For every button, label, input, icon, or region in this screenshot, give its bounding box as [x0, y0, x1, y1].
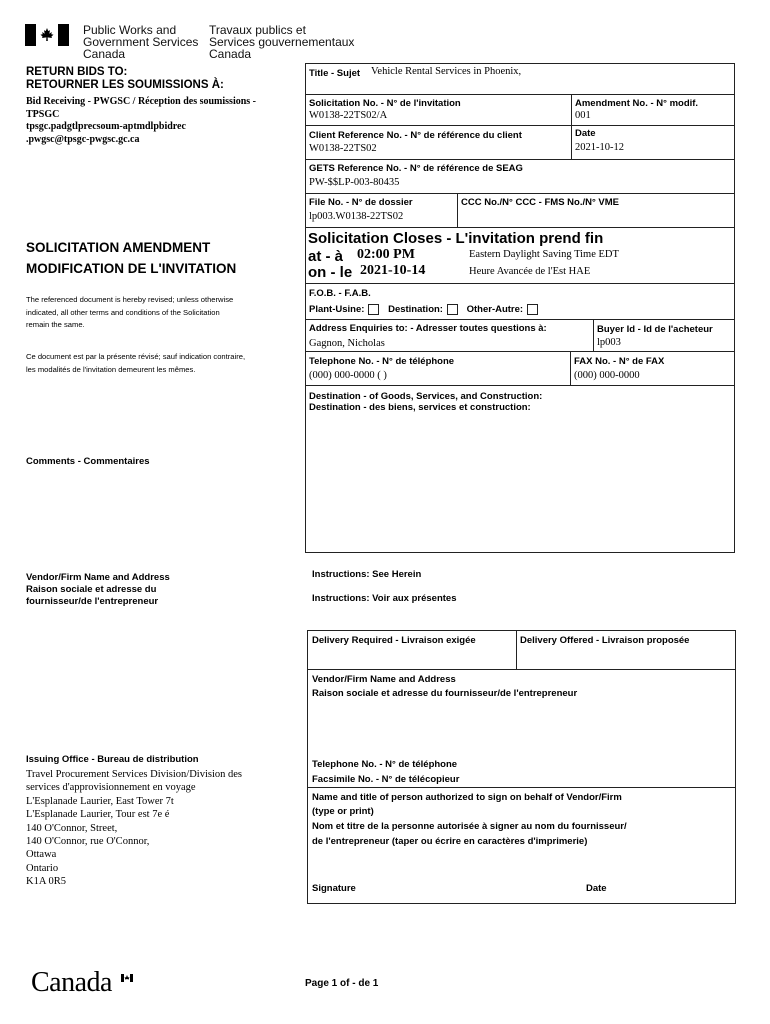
- revision-notice-fr: [26, 351, 245, 376]
- authorized-person-label-fr1: Nom et titre de la personne autorisée à signer au nom du fournisseur/: [312, 821, 627, 832]
- revision-notice-en: [26, 294, 233, 332]
- file-no-label: File No. - N° de dossier: [309, 197, 413, 208]
- amendment-title-fr: MODIFICATION DE L'INVITATION: [26, 261, 237, 276]
- authorized-person-label-en2: (type or print): [312, 806, 374, 817]
- sign-date-label: Date: [586, 883, 607, 894]
- divider: [516, 630, 517, 669]
- issuing-line: 140 O'Connor, Street,: [26, 822, 118, 834]
- gets-ref-label: GETS Reference No. - N° de référence de SEAG: [309, 163, 523, 174]
- fax-value: (000) 000-0000: [574, 370, 640, 381]
- department-name-en: [83, 24, 198, 60]
- date-label: Date: [575, 128, 596, 139]
- revision-en-line1: The referenced document is hereby revised; unless otherwise: [26, 295, 234, 304]
- bid-receiving-line1: Bid Receiving - PWGSC / Réception des soumissions -: [26, 96, 257, 107]
- dept-en-line3: Canada: [83, 47, 126, 61]
- divider: [305, 283, 735, 284]
- canada-wordmark-logo: Canada: [31, 967, 112, 998]
- timezone-fr: Heure Avancée de l'Est HAE: [469, 266, 591, 277]
- divider: [305, 193, 735, 194]
- dept-fr-line3: Canada: [209, 47, 252, 61]
- on-label: on - le: [308, 264, 353, 281]
- issuing-line: K1A 0R5: [26, 876, 66, 888]
- divider: [307, 787, 736, 788]
- issuing-line: services d'approvisionnement en voyage: [26, 782, 196, 794]
- dept-en-line1: Public Works and: [83, 23, 177, 37]
- divider: [305, 94, 735, 95]
- amendment-no-label: Amendment No. - N° modif.: [575, 98, 699, 109]
- bid-email-line2: .pwgsc@tpsgc-pwgsc.gc.ca: [26, 133, 140, 145]
- closing-date: 2021-10-14: [360, 263, 426, 278]
- divider: [570, 351, 571, 385]
- vendor-firm-label: [26, 572, 170, 608]
- department-name-fr: [209, 24, 354, 60]
- return-bids-heading: [26, 66, 224, 92]
- divider: [307, 669, 736, 670]
- revision-en-line3: remain the same.: [26, 320, 85, 329]
- dept-fr-line1: Travaux publics et: [209, 23, 306, 37]
- title-label: Title - Sujet: [309, 68, 361, 79]
- phone-value: (000) 000-0000 ( ): [309, 370, 387, 381]
- issuing-office-label: Issuing Office - Bureau de distribution: [26, 754, 199, 765]
- instructions-fr: Instructions: Voir aux présentes: [312, 593, 457, 604]
- divider: [305, 319, 735, 320]
- instructions-en: Instructions: See Herein: [312, 569, 422, 580]
- divider: [305, 385, 735, 386]
- buyer-id-label: Buyer Id - Id de l'acheteur: [597, 324, 713, 335]
- issuing-line: Travel Procurement Services Division/Division des: [26, 769, 243, 780]
- divider: [571, 94, 572, 159]
- fob-options: [309, 303, 544, 316]
- return-bids-fr: RETOURNER LES SOUMISSIONS À:: [26, 79, 224, 91]
- vendor-name-label-fr: Raison sociale et adresse du fournisseur/de l'entrepreneur: [312, 688, 578, 699]
- gets-ref-value: PW-$$LP-003-80435: [309, 177, 400, 188]
- client-ref-label: Client Reference No. - N° de référence du client: [309, 130, 522, 141]
- other-checkbox[interactable]: [527, 304, 538, 315]
- delivery-offered-label: Delivery Offered - Livraison proposée: [520, 635, 690, 646]
- divider: [305, 125, 735, 126]
- issuing-line: L'Esplanade Laurier, East Tower 7t: [26, 795, 174, 807]
- vendor-label-line3: fournisseur/de l'entrepreneur: [26, 596, 159, 607]
- authorized-person-label-fr2: de l'entrepreneur (taper ou écrire en caractères d'imprimerie): [312, 836, 588, 847]
- issuing-line: Ottawa: [26, 849, 57, 861]
- plant-label: Plant-Usine:: [309, 304, 365, 315]
- timezone-en: Eastern Daylight Saving Time EDT: [469, 249, 619, 260]
- amendment-title-en: SOLICITATION AMENDMENT: [26, 240, 211, 255]
- plant-checkbox[interactable]: [368, 304, 379, 315]
- closing-time: 02:00 PM: [357, 247, 415, 262]
- buyer-id-value: lp003: [597, 337, 621, 348]
- revision-fr-line1: Ce document est par la présente révisé; sauf indication contraire,: [26, 352, 246, 361]
- amendment-title: [26, 237, 236, 279]
- issuing-line: Ontario: [26, 862, 59, 874]
- destination-label: Destination:: [388, 304, 443, 315]
- title-value: Vehicle Rental Services in Phoenix,: [371, 66, 522, 77]
- other-label: Other-Autre:: [466, 304, 524, 315]
- delivery-required-label: Delivery Required - Livraison exigée: [312, 635, 476, 646]
- dept-en-line2: Government Services: [83, 35, 199, 49]
- bid-receiving-address: [26, 96, 256, 146]
- issuing-line: 140 O'Connor, rue O'Connor,: [26, 836, 150, 848]
- signature-label: Signature: [312, 883, 356, 894]
- vendor-name-label-en: Vendor/Firm Name and Address: [312, 674, 456, 685]
- bid-receiving-line2: TPSGC: [26, 108, 60, 120]
- vendor-fax-label: Facsimile No. - N° de télécopieur: [312, 774, 460, 785]
- date-value: 2021-10-12: [575, 142, 624, 153]
- closes-heading: Solicitation Closes - L'invitation prend fin: [308, 230, 604, 247]
- dept-fr-line2: Services gouvernementaux: [209, 35, 355, 49]
- client-ref-value: W0138-22TS02: [309, 143, 377, 154]
- revision-fr-line2: les modalités de l'invitation demeurent les mêmes.: [26, 364, 196, 374]
- divider: [457, 193, 458, 227]
- revision-en-line2: indicated, all other terms and conditions of the Solicitation: [26, 307, 220, 317]
- solicitation-no-value: W0138-22TS02/A: [309, 110, 388, 121]
- at-label: at - à: [308, 248, 344, 265]
- destination-goods-label-fr: Destination - des biens, services et construction:: [309, 402, 531, 413]
- bid-email-line1: tpsgc.padgtlprecsoum-aptmdlpbidrec: [26, 121, 186, 132]
- authorized-person-label-en1: Name and title of person authorized to sign on behalf of Vendor/Firm: [312, 792, 622, 803]
- divider: [305, 227, 735, 228]
- ccc-no-label: CCC No./N° CCC - FMS No./N° VME: [461, 197, 620, 208]
- comments-label: Comments - Commentaires: [26, 456, 150, 467]
- divider: [305, 351, 735, 352]
- enquiries-label: Address Enquiries to: - Adresser toutes questions à:: [309, 323, 547, 334]
- fob-label: F.O.B. - F.A.B.: [309, 288, 371, 299]
- return-bids-en: RETURN BIDS TO:: [26, 66, 128, 78]
- vendor-label-line2: Raison sociale et adresse du: [26, 584, 157, 595]
- vendor-phone-label: Telephone No. - N° de téléphone: [312, 759, 458, 770]
- divider: [593, 319, 594, 351]
- divider: [305, 159, 735, 160]
- fax-label: FAX No. - N° de FAX: [574, 356, 665, 367]
- issuing-line: L'Esplanade Laurier, Tour est 7e é: [26, 809, 170, 821]
- phone-label: Telephone No. - N° de téléphone: [309, 356, 455, 367]
- amendment-no-value: 001: [575, 110, 591, 121]
- page-number: Page 1 of - de 1: [305, 978, 379, 989]
- destination-goods-label-en: Destination - of Goods, Services, and Construction:: [309, 391, 543, 402]
- file-no-value: lp003.W0138-22TS02: [309, 211, 404, 222]
- enquiries-value: Gagnon, Nicholas: [309, 338, 385, 349]
- issuing-office-address: [26, 768, 242, 889]
- flag-mini-icon: [121, 969, 133, 987]
- vendor-label-line1: Vendor/Firm Name and Address: [26, 572, 170, 583]
- canada-flag-icon: [25, 24, 69, 46]
- solicitation-no-label: Solicitation No. - N° de l'invitation: [309, 98, 461, 109]
- destination-checkbox[interactable]: [447, 304, 458, 315]
